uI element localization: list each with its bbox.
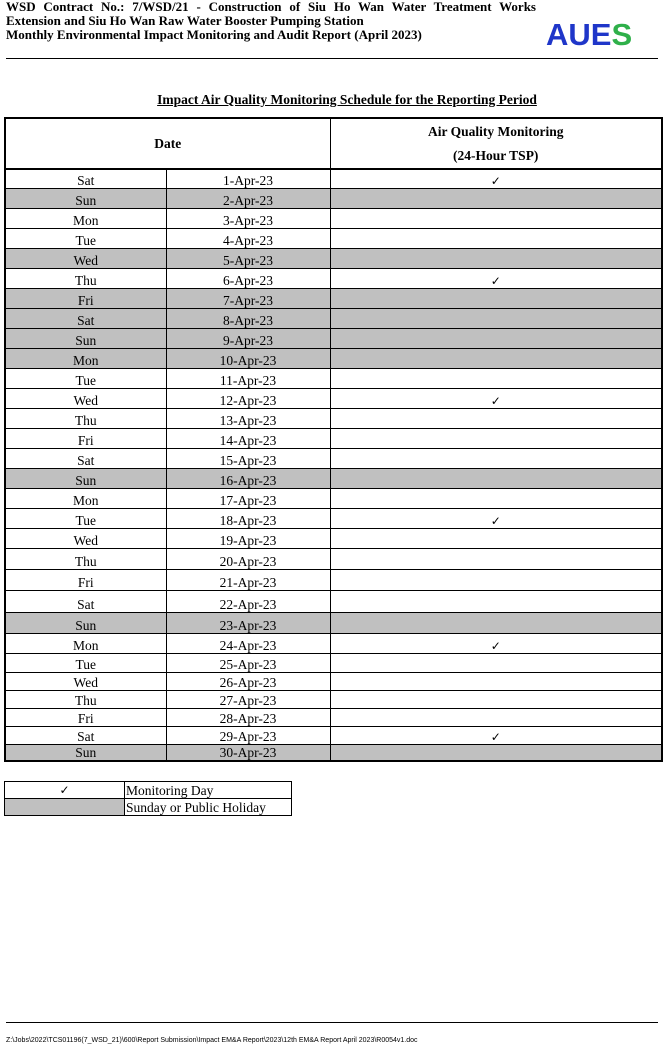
monitoring-cell (330, 228, 662, 248)
date-cell: 23-Apr-23 (166, 612, 330, 633)
day-cell: Sat (5, 726, 166, 744)
legend-shading-swatch (5, 799, 125, 816)
date-cell: 25-Apr-23 (166, 653, 330, 672)
date-cell: 22-Apr-23 (166, 590, 330, 612)
check-icon: ✓ (490, 729, 501, 744)
table-row (5, 468, 662, 488)
date-cell: 13-Apr-23 (166, 408, 330, 428)
table-row (5, 308, 662, 328)
table-row (5, 248, 662, 268)
monitoring-cell (330, 348, 662, 368)
monitoring-cell (330, 569, 662, 590)
table-row (5, 708, 662, 726)
monitoring-column-header (330, 118, 662, 169)
date-cell: 26-Apr-23 (166, 672, 330, 690)
table-row (5, 348, 662, 368)
monitoring-cell (330, 708, 662, 726)
day-cell: Sun (5, 328, 166, 348)
day-cell: Fri (5, 708, 166, 726)
monitoring-cell (330, 208, 662, 228)
table-row (5, 672, 662, 690)
date-cell: 29-Apr-23 (166, 726, 330, 744)
date-cell: 7-Apr-23 (166, 288, 330, 308)
date-cell: 6-Apr-23 (166, 268, 330, 288)
date-cell: 19-Apr-23 (166, 528, 330, 548)
table-row (5, 448, 662, 468)
document-header (6, 0, 536, 42)
check-icon: ✓ (490, 638, 501, 653)
table-row (5, 388, 662, 408)
aues-logo (546, 18, 632, 52)
day-cell: Sun (5, 188, 166, 208)
day-cell: Sat (5, 169, 166, 188)
date-cell: 5-Apr-23 (166, 248, 330, 268)
day-cell: Thu (5, 690, 166, 708)
table-row (5, 726, 662, 744)
table-row (5, 368, 662, 388)
day-cell: Mon (5, 348, 166, 368)
day-cell: Tue (5, 368, 166, 388)
date-cell: 28-Apr-23 (166, 708, 330, 726)
monitoring-cell (330, 308, 662, 328)
table-row (5, 744, 662, 761)
schedule-body (5, 169, 662, 761)
date-cell: 18-Apr-23 (166, 508, 330, 528)
legend-holiday-label: Sunday or Public Holiday (125, 799, 292, 816)
monitoring-cell (330, 268, 662, 288)
monitoring-cell (330, 488, 662, 508)
table-row (5, 408, 662, 428)
monitoring-cell (330, 428, 662, 448)
check-icon: ✓ (490, 393, 501, 408)
day-cell: Thu (5, 408, 166, 428)
monitoring-cell (330, 528, 662, 548)
day-cell: Mon (5, 633, 166, 653)
date-cell: 9-Apr-23 (166, 328, 330, 348)
table-header-row (5, 118, 662, 169)
table-row (5, 208, 662, 228)
monitoring-cell (330, 548, 662, 569)
table-row (5, 268, 662, 288)
date-cell: 15-Apr-23 (166, 448, 330, 468)
day-cell: Mon (5, 488, 166, 508)
table-row (5, 590, 662, 612)
legend-row-monitoring (5, 782, 292, 799)
footer-file-path: Z:\Jobs\2022\TCS01196(7_WSD_21)\600\Report Submission\Impact EM&A Report\2023\12th EM&A Report April 2023\R0054v1.doc (6, 1037, 418, 1044)
day-cell: Mon (5, 208, 166, 228)
monitoring-cell (330, 288, 662, 308)
date-cell: 27-Apr-23 (166, 690, 330, 708)
day-cell: Sat (5, 590, 166, 612)
date-cell: 3-Apr-23 (166, 208, 330, 228)
table-row (5, 169, 662, 188)
header-project-line: Extension and Siu Ho Wan Raw Water Booster Pumping Station (6, 13, 364, 28)
table-row (5, 328, 662, 348)
logo-text-blue: AUE (546, 17, 612, 52)
day-cell: Sat (5, 308, 166, 328)
monitoring-cell (330, 612, 662, 633)
check-icon: ✓ (59, 783, 70, 797)
table-row (5, 508, 662, 528)
day-cell: Thu (5, 268, 166, 288)
monitoring-cell (330, 672, 662, 690)
date-cell: 4-Apr-23 (166, 228, 330, 248)
day-cell: Wed (5, 388, 166, 408)
footer-divider (6, 1022, 658, 1023)
legend-row-holiday (5, 799, 292, 816)
date-cell: 21-Apr-23 (166, 569, 330, 590)
schedule-title: Impact Air Quality Monitoring Schedule for the Reporting Period (157, 92, 537, 107)
monitoring-cell (330, 328, 662, 348)
logo-text-green: S (611, 17, 633, 52)
table-row (5, 488, 662, 508)
table-row (5, 612, 662, 633)
monitoring-cell (330, 408, 662, 428)
monitoring-cell (330, 169, 662, 188)
monitoring-cell (330, 388, 662, 408)
header-report-line: Monthly Environmental Impact Monitoring and Audit Report (April 2023) (6, 27, 422, 42)
monitoring-cell (330, 448, 662, 468)
header-contract-line: WSD Contract No.: 7/WSD/21 - Construction of Siu Ho Wan Water Treatment Works (6, 0, 536, 14)
table-row (5, 653, 662, 672)
table-row (5, 548, 662, 569)
check-icon: ✓ (490, 513, 501, 528)
table-row (5, 288, 662, 308)
table-row (5, 690, 662, 708)
day-cell: Fri (5, 288, 166, 308)
date-cell: 14-Apr-23 (166, 428, 330, 448)
date-cell: 11-Apr-23 (166, 368, 330, 388)
date-cell: 16-Apr-23 (166, 468, 330, 488)
monitoring-cell (330, 633, 662, 653)
monitoring-cell (330, 590, 662, 612)
day-cell: Tue (5, 508, 166, 528)
day-cell: Wed (5, 672, 166, 690)
day-cell: Fri (5, 428, 166, 448)
date-cell: 12-Apr-23 (166, 388, 330, 408)
day-cell: Tue (5, 653, 166, 672)
day-cell: Fri (5, 569, 166, 590)
legend-monitoring-label: Monitoring Day (125, 782, 292, 799)
day-cell: Sat (5, 448, 166, 468)
legend-table (4, 781, 292, 816)
monitoring-cell (330, 508, 662, 528)
monitoring-header-line1: Air Quality Monitoring (427, 123, 564, 139)
table-row (5, 528, 662, 548)
monitoring-header-line2: (24-Hour TSP) (453, 147, 539, 163)
date-cell: 10-Apr-23 (166, 348, 330, 368)
check-icon: ✓ (490, 173, 501, 188)
date-cell: 24-Apr-23 (166, 633, 330, 653)
date-cell: 20-Apr-23 (166, 548, 330, 569)
day-cell: Thu (5, 548, 166, 569)
date-column-header: Date (5, 118, 330, 169)
table-row (5, 228, 662, 248)
day-cell: Wed (5, 248, 166, 268)
table-row (5, 633, 662, 653)
table-row (5, 428, 662, 448)
monitoring-cell (330, 726, 662, 744)
date-cell: 30-Apr-23 (166, 744, 330, 761)
date-cell: 1-Apr-23 (166, 169, 330, 188)
date-cell: 2-Apr-23 (166, 188, 330, 208)
day-cell: Sun (5, 468, 166, 488)
day-cell: Sun (5, 744, 166, 761)
monitoring-cell (330, 248, 662, 268)
header-divider (6, 58, 658, 59)
date-cell: 17-Apr-23 (166, 488, 330, 508)
day-cell: Sun (5, 612, 166, 633)
day-cell: Tue (5, 228, 166, 248)
monitoring-cell (330, 188, 662, 208)
table-row (5, 569, 662, 590)
monitoring-schedule-table (4, 117, 663, 762)
monitoring-cell (330, 744, 662, 761)
legend-check-mark (5, 782, 125, 799)
monitoring-cell (330, 468, 662, 488)
date-cell: 8-Apr-23 (166, 308, 330, 328)
monitoring-cell (330, 690, 662, 708)
table-row (5, 188, 662, 208)
monitoring-cell (330, 653, 662, 672)
day-cell: Wed (5, 528, 166, 548)
check-icon: ✓ (490, 273, 501, 288)
monitoring-cell (330, 368, 662, 388)
